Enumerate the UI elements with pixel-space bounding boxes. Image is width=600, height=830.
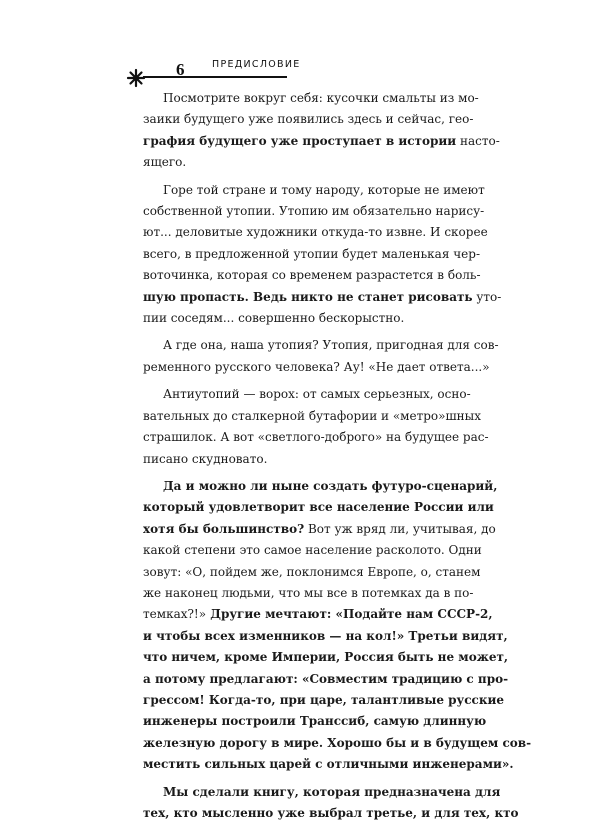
running-title: ПРЕДИСЛОВИЕ xyxy=(212,59,301,70)
bold-text: хотя бы большинство? xyxy=(143,521,305,536)
bold-text: и чтобы всех изменников — на кол!» Третьи видят, xyxy=(143,628,508,643)
text-line: Посмотрите вокруг себя: кусочки смальты из мо- xyxy=(163,91,479,105)
text-line xyxy=(143,647,509,668)
text-line: писано скудновато. xyxy=(143,451,268,466)
bold-text: Другие мечтают: «Подайте нам СССР-2, xyxy=(206,607,493,622)
text-line xyxy=(143,690,505,711)
text-fragment: Вот уж вряд ли, учитывая, до xyxy=(304,521,496,536)
text-line xyxy=(143,519,496,540)
text-line: заики будущего уже появились здесь и сейчас, гео- xyxy=(143,112,474,127)
text-line xyxy=(143,711,487,732)
bold-text: а потому предлагают: «Совместим традицию с про- xyxy=(143,671,509,686)
text-line: же наконец людьми, что мы все в потемках да в по- xyxy=(143,585,474,600)
text-line: воточинка, которая со временем разрастется в боль- xyxy=(143,268,481,283)
text-line: пии соседям... совершенно бескорыстно. xyxy=(143,311,405,326)
bold-text: местить сильных царей с отличными инженерами». xyxy=(143,757,514,772)
text-line: А где она, наша утопия? Утопия, пригодная для сов- xyxy=(163,338,499,353)
text-line: ют... деловитые художники откуда-то извне. И скорее xyxy=(143,225,488,240)
text-line xyxy=(143,782,501,803)
text-line xyxy=(143,476,498,497)
text-line: зовут: «О, пойдем же, поклонимся Европе, о, станем xyxy=(143,564,481,579)
bold-text: тех, кто мысленно уже выбрал третье, и для тех, кто xyxy=(143,806,519,820)
text-line: страшилок. А вот «светлого-доброго» на будущее рас- xyxy=(143,430,489,445)
paragraph-3 xyxy=(143,335,499,378)
bold-text: графия будущего уже проступает в истории xyxy=(143,133,457,148)
bold-text: который удовлетворит все население России или xyxy=(143,500,494,515)
text-line xyxy=(143,669,509,690)
text-line xyxy=(143,131,500,152)
text-line: собственной утопии. Утопию им обязательно нарису- xyxy=(143,204,485,219)
bold-text: что ничем, кроме Империи, Россия быть не может, xyxy=(143,650,509,665)
paragraph-2 xyxy=(143,180,502,330)
bold-text: грессом! Когда-то, при царе, талантливые русские xyxy=(143,692,505,707)
text-line xyxy=(143,733,532,754)
text-line xyxy=(143,803,519,824)
paragraph-4 xyxy=(143,384,487,470)
bold-text: инженеры построили Транссиб, самую длинную xyxy=(143,714,487,729)
body-text xyxy=(143,88,532,830)
text-line: Антиутопий — ворох: от самых серьезных, осно- xyxy=(163,387,471,402)
bold-text: железную дорогу в мире. Хорошо бы и в будущем сов- xyxy=(143,735,532,750)
header-rule xyxy=(143,76,287,78)
text-line: какой степени это самое население расколото. Одни xyxy=(143,543,482,558)
text-fragment: насто- xyxy=(456,133,500,148)
text-line xyxy=(143,626,508,647)
text-line: ящего. xyxy=(143,155,187,170)
bold-text: Да и можно ли ныне создать футуро-сценарий, xyxy=(163,478,498,493)
star-icon xyxy=(126,68,146,88)
text-line: Горе той стране и тому народу, которые не имеют xyxy=(163,182,485,197)
text-line xyxy=(143,604,493,625)
text-line: ременного русского человека? Ау! «Не дает ответа...» xyxy=(143,359,490,374)
text-line xyxy=(143,754,514,775)
bold-text: шую пропасть. Ведь никто не станет рисовать xyxy=(143,289,473,304)
paragraph-6 xyxy=(143,782,519,825)
text-line: всего, в предложенной утопии будет маленькая чер- xyxy=(143,246,480,261)
text-line: вательных до сталкерной бутафории и «метро»шных xyxy=(143,408,481,423)
text-line xyxy=(143,497,494,518)
text-fragment: уто- xyxy=(472,289,502,304)
paragraph-1 xyxy=(143,88,500,174)
paragraph-5 xyxy=(143,476,532,776)
text-line xyxy=(143,287,502,308)
page-number: 6 xyxy=(176,60,185,79)
text-fragment: темках?!» xyxy=(143,607,207,622)
bold-text: Мы сделали книгу, которая предназначена для xyxy=(163,784,501,799)
